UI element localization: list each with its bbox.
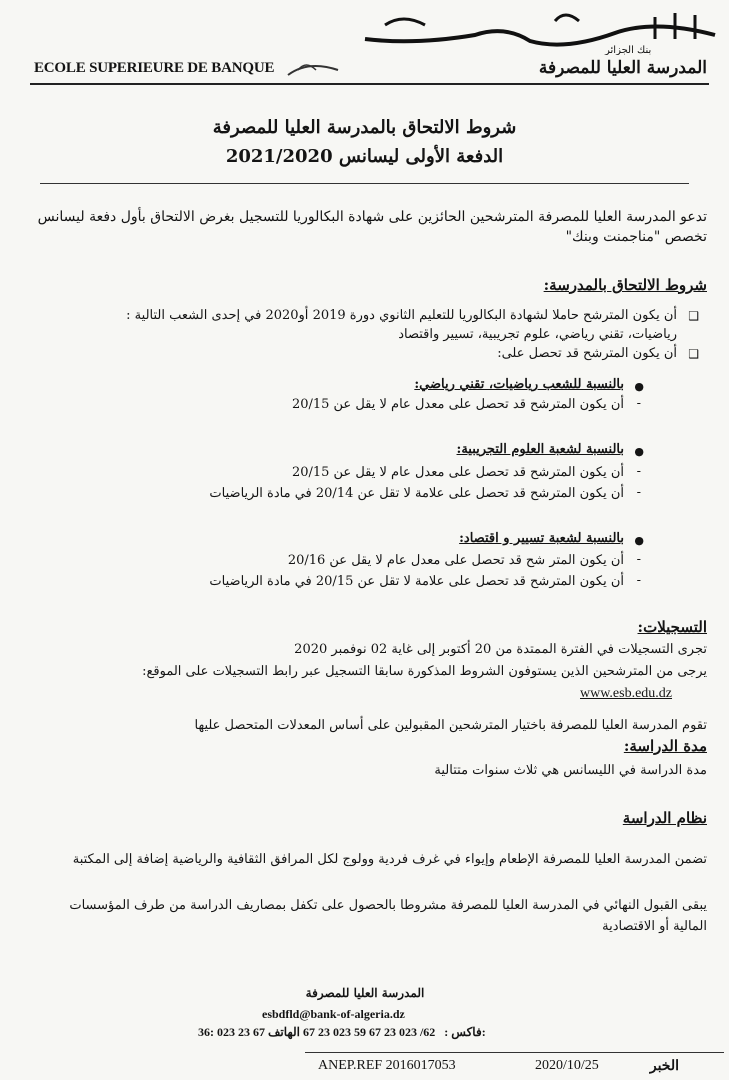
fax-label: فاكس : [444, 1025, 482, 1039]
square-bullet-icon: ❑ [688, 347, 699, 361]
intro-line-1: تدعو المدرسة العليا للمصرفة المترشحين الحائزين على شهادة البكالوريا للتسجيل بغرض الالتحاق بأول دفعة ليسانس [37, 209, 707, 225]
publication-date: 2020/10/25 [535, 1058, 599, 1073]
registration-heading: التسجيلات: [637, 618, 707, 636]
stream-2-req-2: أن يكون المترشح قد تحصل على علامة لا تقل عن 20/14 في مادة الرياضيات [209, 486, 624, 501]
header-divider [30, 83, 709, 85]
condition-1-line-2: رياضيات، تقني رياضي، علوم تجريبية، تسيير واقتصاد [398, 327, 677, 342]
stream-2-req-1: أن يكون المترشح قد تحصل على معدل عام لا يقل عن 20/15 [291, 465, 624, 480]
anep-emblem [278, 30, 358, 100]
stream-1-name: بالنسبة للشعب رياضيات، تقني رياضي: [414, 377, 624, 392]
stream-2-name: بالنسبة لشعبة العلوم التجريبية: [456, 442, 624, 457]
dash-bullet: - [636, 485, 641, 500]
anep-reference: ANEP.REF 2016017053 [318, 1058, 456, 1073]
dash-bullet: - [636, 573, 641, 588]
dot-bullet-icon: ● [634, 534, 644, 547]
condition-2: أن يكون المترشح قد تحصل على: [497, 346, 677, 361]
contact-phones-line [198, 1025, 486, 1040]
newspaper-name: الخبر [649, 1058, 679, 1074]
stream-3-req-2: أن يكون المترشح قد تحصل على علامة لا تقل عن 20/15 في مادة الرياضيات [209, 574, 624, 589]
stream-3-req-1: أن يكون المتر شح قد تحصل على معدل عام لا يقل عن 20/16 [287, 553, 624, 568]
registration-invite: يرجى من المترشحين الذين يستوفون الشروط المذكورة سابقا التسجيل عبر رابط التسجيلات على الموقع: [142, 664, 707, 679]
school-name-ar: المدرسة العليا للمصرفة [538, 58, 707, 78]
square-bullet-icon: ❑ [688, 309, 699, 323]
intro-line-2: تخصص "مناجمنت وبنك" [565, 229, 707, 245]
stream-3-name: بالنسبة لشعبة تسيير و اقتصاد: [459, 531, 624, 546]
bank-of-algeria-logo [355, 5, 729, 55]
registration-period: تجرى التسجيلات في الفترة الممتدة من 20 أكتوبر إلى غاية 02 نوفمبر 2020 [294, 642, 707, 657]
dash-bullet: - [636, 464, 641, 479]
dash-bullet: - [636, 552, 641, 567]
contact-name: المدرسة العليا للمصرفة [305, 986, 425, 1000]
phone-label: الهاتف: [268, 1025, 486, 1039]
regime-text-2-line-2: المالية أو الاقتصادية [602, 919, 707, 934]
website-link[interactable]: www.esb.edu.dz [580, 686, 673, 701]
phone-numbers: 62/ 023 23 67 59 023 23 67 [302, 1025, 436, 1039]
regime-text-1: تضمن المدرسة العليا للمصرفة الإطعام وإيواء في غرف فردية وولوج لكل المرافق الثقافية والرياضية إضافة إلى المكتبة [72, 852, 707, 867]
registration-selection: تقوم المدرسة العليا للمصرفة باختيار المترشحين المقبولين على أساس المعدلات المتحصل عليها [194, 718, 707, 733]
regime-text-2-line-1: يبقى القبول النهائي في المدرسة العليا للمصرفة مشروطا بالحصول على تكفل بمصاريف الدراسة من طرف المؤسسات [69, 898, 707, 913]
stream-1-req-1: أن يكون المترشح قد تحصل على معدل عام لا يقل عن 20/15 [291, 397, 624, 412]
admission-heading: شروط الالتحاق بالمدرسة: [543, 276, 707, 294]
dot-bullet-icon: ● [634, 380, 644, 393]
bank-logo-text: بنك الجزائر [605, 45, 652, 55]
footer-divider [305, 1052, 724, 1053]
duration-heading: مدة الدراسة: [623, 737, 707, 755]
contact-email[interactable]: esbdfld@bank-of-algeria.dz [262, 1007, 405, 1021]
duration-text: مدة الدراسة في الليسانس هي ثلاث سنوات متتالية [434, 763, 707, 778]
title-divider [40, 183, 689, 184]
cohort-title: الدفعة الأولى ليسانس 2021/2020 [225, 146, 504, 167]
fax-number: 36: 023 23 67 [198, 1025, 265, 1039]
school-name-fr: ECOLE SUPERIEURE DE BANQUE [34, 60, 275, 76]
dash-bullet: - [636, 396, 641, 411]
regime-heading: نظام الدراسة [622, 809, 707, 827]
page-title: شروط الالتحاق بالمدرسة العليا للمصرفة [212, 117, 517, 138]
condition-1-line-1: أن يكون المترشح حاملا لشهادة البكالوريا للتعليم الثانوي دورة 2019 أو2020 في إحدى الشعب التالية : [126, 308, 677, 323]
dot-bullet-icon: ● [634, 445, 644, 458]
